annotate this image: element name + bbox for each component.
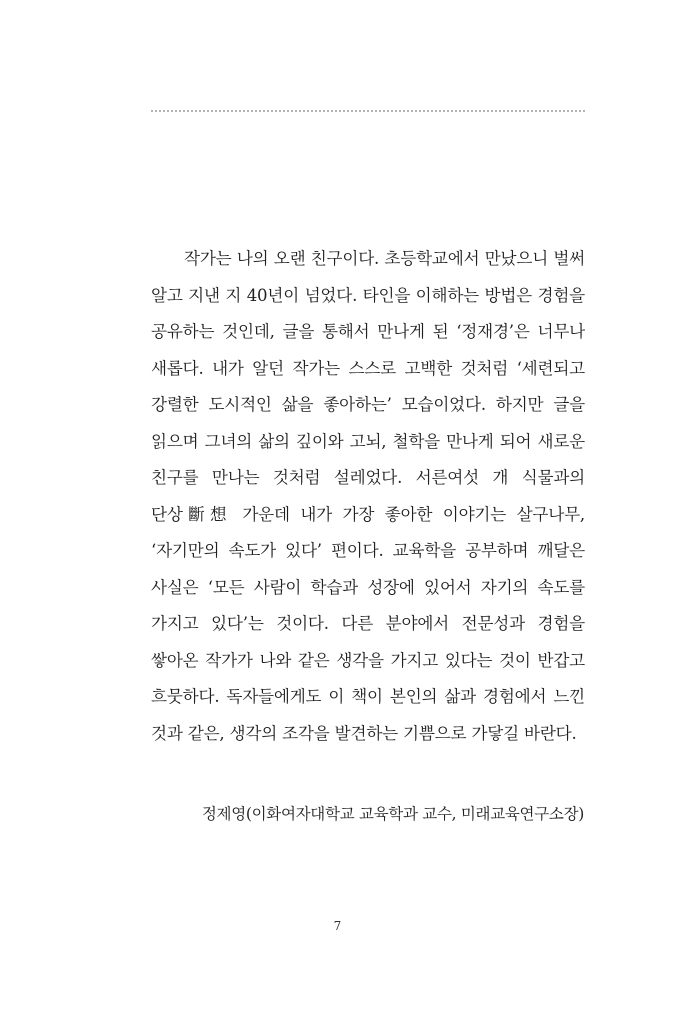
body-paragraph: 작가는 나의 오랜 친구이다. 초등학교에서 만났으니 벌써 알고 지낸 지 40년이 넘었다. 타인을 이해하는 방법은 경험을 공유하는 것인데, 글을 통해서 만나게 된 ‘정재경’은 너무나 새롭다. 내가 알던 작가는 스스로 고백한 것처럼 ‘세련되고 강렬한 도시적인 삶을 좋아하는’ 모습이었다. 하지만 글을 읽으며 그녀의 삶의 깊이와 고뇌, 철학을 만나게 되어 새로운 친구를 만나는 것처럼 설레었다. 서른여섯 개 식물과의 단상斷想 가운데 내가 가장 좋아한 이야기는 살구나무, ‘자기만의 속도가 있다’ 편이다. 교육학을 공부하며 깨달은 사실은 ‘모든 사람이 학습과 성장에 있어서 자기의 속도를 가지고 있다’는 것이다. 다른 분야에서 전문성과 경험을 쌓아온 작가가 나와 같은 생각을 가지고 있다는 것이 반갑고 흐뭇하다. 독자들에게도 이 책이 본인의 삶과 경험에서 느낀 것과 같은, 생각의 조각을 발견하는 기쁨으로 가닿길 바란다. (151, 249, 585, 743)
author-byline: 정제영(이화여자대학교 교육학과 교수, 미래교육연구소장) (201, 805, 584, 823)
top-dotted-rule (151, 110, 585, 112)
page-number: 7 (333, 919, 342, 933)
